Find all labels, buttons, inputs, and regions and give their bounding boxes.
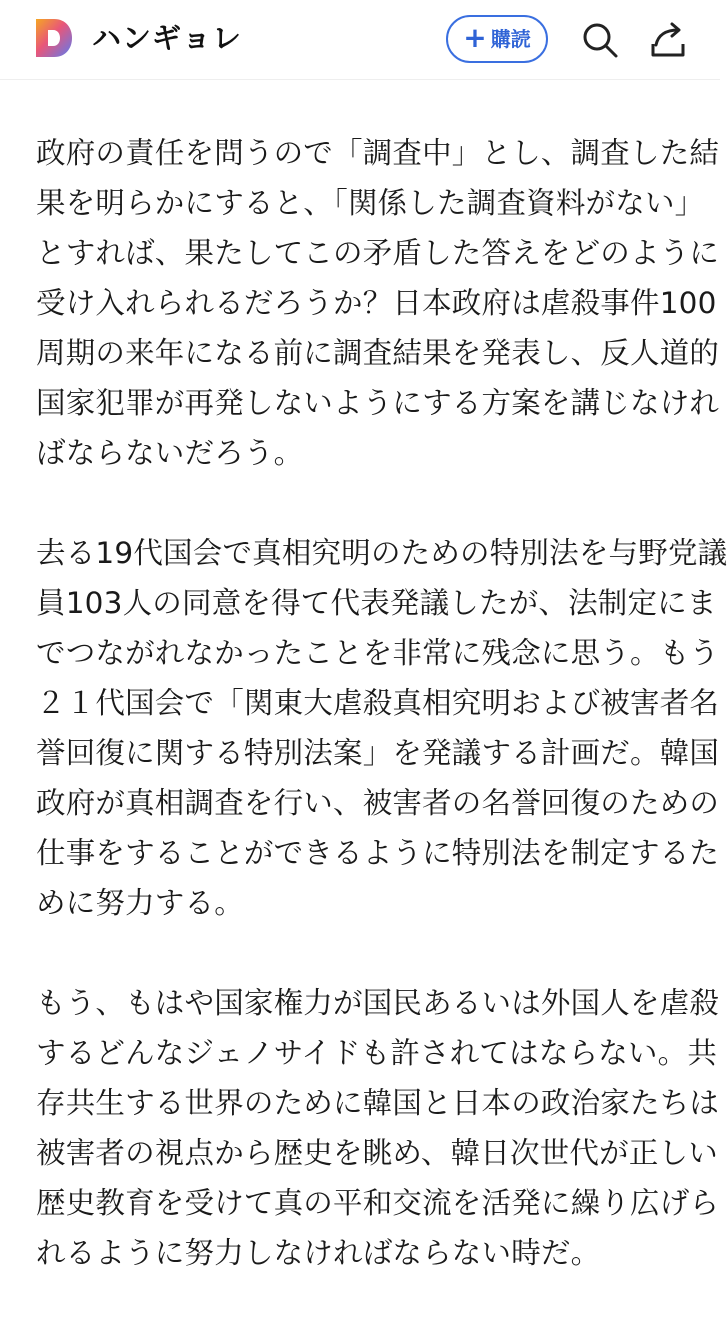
text-line: 国家犯罪が再発しないようにする方案を講じなけれ xyxy=(36,386,720,420)
article-paragraph xyxy=(36,978,720,1278)
article-paragraph xyxy=(36,528,727,928)
text-line: 周期の来年になる前に調査結果を発表し、反人道的 xyxy=(36,336,720,370)
text-line: めに努力する。 xyxy=(36,886,244,920)
share-icon[interactable] xyxy=(648,20,688,60)
text-line: 員103人の同意を得て代表発議したが、法制定にま xyxy=(36,586,717,620)
text-line: れるように努力しなければならない時だ。 xyxy=(36,1236,601,1270)
text-line: 政府の責任を問うので「調査中」とし、調査した結 xyxy=(36,136,720,170)
top-app-bar xyxy=(0,0,720,80)
text-line: ２１代国会で「関東大虐殺真相究明および被害者名 xyxy=(36,686,720,720)
plus-icon: + xyxy=(463,20,487,54)
text-line: 存共生する世界のために韓国と日本の政治家たちは xyxy=(36,1086,720,1120)
text-line: ばならないだろう。 xyxy=(36,436,304,470)
text-line: とすれば、果たしてこの矛盾した答えをどのように xyxy=(36,236,720,270)
text-line: もう、もはや国家権力が国民あるいは外国人を虐殺 xyxy=(36,986,720,1020)
text-line: 去る19代国会で真相究明のための特別法を与野党議 xyxy=(36,536,727,570)
text-line: 仕事をすることができるように特別法を制定するた xyxy=(36,836,720,870)
text-line: 歴史教育を受けて真の平和交流を活発に繰り広げら xyxy=(36,1186,720,1220)
subscribe-label: 購読 xyxy=(490,27,531,51)
hankyoreh-logo-icon[interactable] xyxy=(34,17,74,59)
text-line: 果を明らかにすると、「関係した調査資料がない」 xyxy=(36,186,705,220)
subscribe-button[interactable] xyxy=(446,15,548,63)
text-line: 誉回復に関する特別法案」を発議する計画だ。韓国 xyxy=(36,736,720,770)
article-body xyxy=(36,128,727,1328)
brand-name[interactable]: ハンギョレ xyxy=(92,21,243,55)
text-line: 被害者の視点から歴史を眺め、韓日次世代が正しい xyxy=(36,1136,718,1170)
text-line: でつながれなかったことを非常に残念に思う。もう xyxy=(36,636,720,670)
search-icon[interactable] xyxy=(580,20,620,60)
text-line: 受け入れられるだろうか？日本政府は虐殺事件100 xyxy=(36,286,717,320)
text-line: 政府が真相調査を行い、被害者の名誉回復のための xyxy=(36,786,720,820)
article-paragraph xyxy=(36,128,720,478)
text-line: するどんなジェノサイドも許されてはならない。共 xyxy=(36,1036,718,1070)
